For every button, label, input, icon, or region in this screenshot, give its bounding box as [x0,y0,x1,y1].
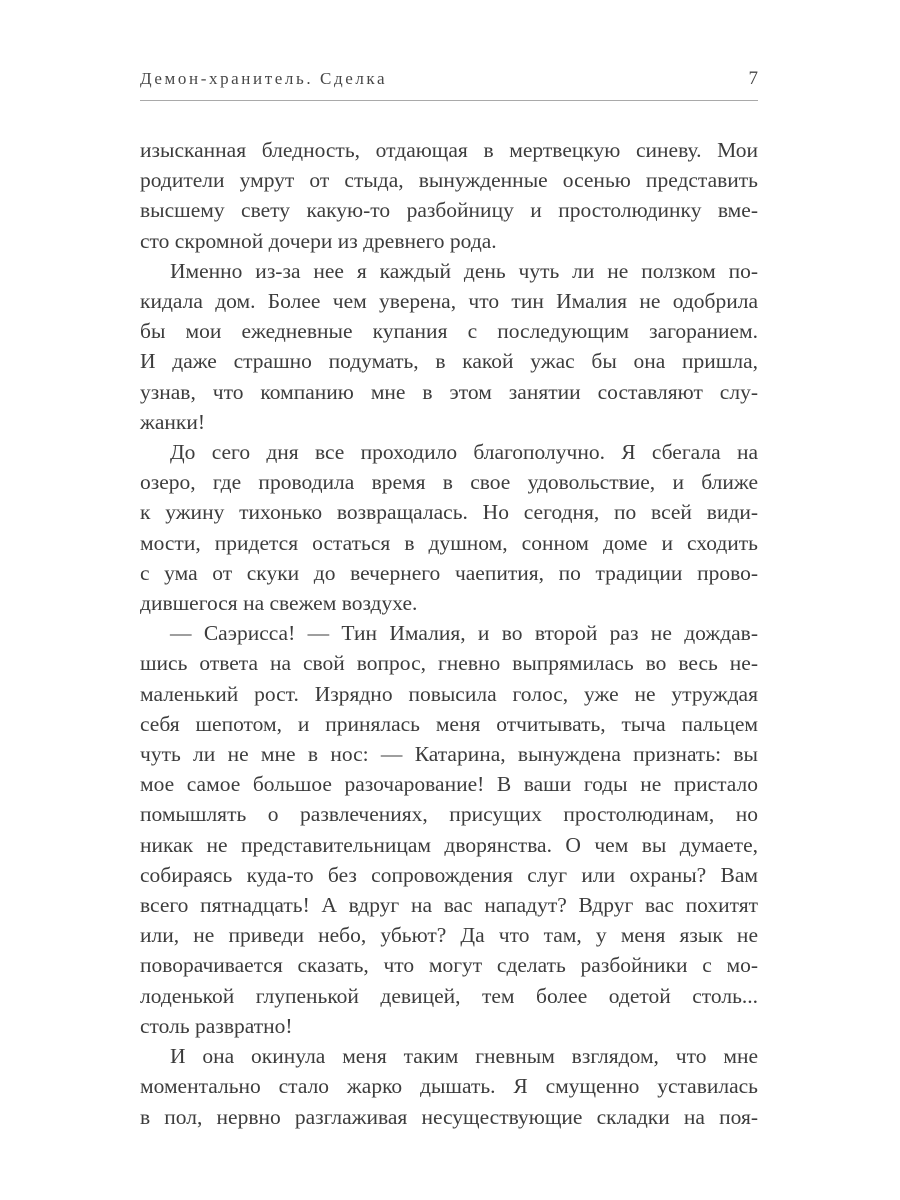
page-header [140,68,758,90]
text-line: никак не представительницам дворянства. О чем вы думаете, [140,832,758,857]
text-line: И она окинула меня таким гневным взглядом, что мне [170,1044,758,1069]
text-line: помышлять о развлечениях, присущих простолюдинам, но [140,802,758,827]
text-line: родители умрут от стыда, вынужденные осенью представить [140,168,758,193]
text-line: к ужину тихонько возвращалась. Но сегодня, по всей види- [140,500,758,525]
text-line: дившегося на свежем воздухе. [140,591,418,616]
text-line: в пол, нервно разглаживая несуществующие складки на поя- [140,1104,758,1129]
text-line: Именно из-за нее я каждый день чуть ли не ползком по- [170,258,758,283]
text-line: мое самое большое разочарование! В ваши годы не пристало [140,772,758,797]
text-line: бы мои ежедневные купания с последующим загоранием. [140,319,758,344]
paragraph [140,437,758,618]
text-line: жанки! [140,409,206,434]
page-number: 7 [748,68,758,89]
text-line: озеро, где проводила время в свое удовольствие, и ближе [140,470,758,495]
text-line: собираясь куда-то без сопровождения слуг или охраны? Вам [140,862,758,887]
text-line: сто скромной дочери из древнего рода. [140,228,497,253]
body-text [140,135,758,1132]
text-line: чуть ли не мне в нос: — Катарина, вынуждена признать: вы [140,742,758,767]
text-line: И даже страшно подумать, в какой ужас бы она пришла, [140,349,758,374]
paragraph [140,1041,758,1132]
text-line: всего пятнадцать! А вдруг на вас нападут? Вдруг вас похитят [140,893,758,918]
text-line: изысканная бледность, отдающая в мертвецкую синеву. Мои [140,138,758,162]
text-line: себя шепотом, и принялась меня отчитывать, тыча пальцем [140,711,758,736]
text-line: До сего дня все проходило благополучно. Я сбегала на [170,440,758,465]
text-line: — Саэрисса! — Тин Ималия, и во второй раз не дождав- [170,621,758,646]
header-rule [140,100,758,101]
paragraph [140,256,758,437]
paragraph [140,135,758,256]
text-line: шись ответа на свой вопрос, гневно выпрямилась во весь не- [140,651,758,676]
text-line: столь развратно! [140,1013,293,1038]
running-title: Демон-хранитель. Сделка [140,69,388,88]
text-line: или, не приведи небо, убьют? Да что там, у меня язык не [140,923,758,948]
paragraph [140,618,758,1041]
text-line: маленький рост. Изрядно повысила голос, уже не утруждая [140,681,758,706]
text-line: моментально стало жарко дышать. Я смущенно уставилась [140,1074,758,1099]
text-line: кидала дом. Более чем уверена, что тин Ималия не одобрила [140,289,758,314]
text-line: поворачивается сказать, что могут сделать разбойники с мо- [140,953,758,978]
text-line: высшему свету какую-то разбойницу и простолюдинку вме- [140,198,758,223]
text-line: мости, придется остаться в душном, сонном доме и сходить [140,530,758,555]
text-line: с ума от скуки до вечернего чаепития, по традиции прово- [140,560,758,585]
text-line: лоденькой глупенькой девицей, тем более одетой столь... [140,983,758,1008]
text-line: узнав, что компанию мне в этом занятии составляют слу- [140,379,758,404]
